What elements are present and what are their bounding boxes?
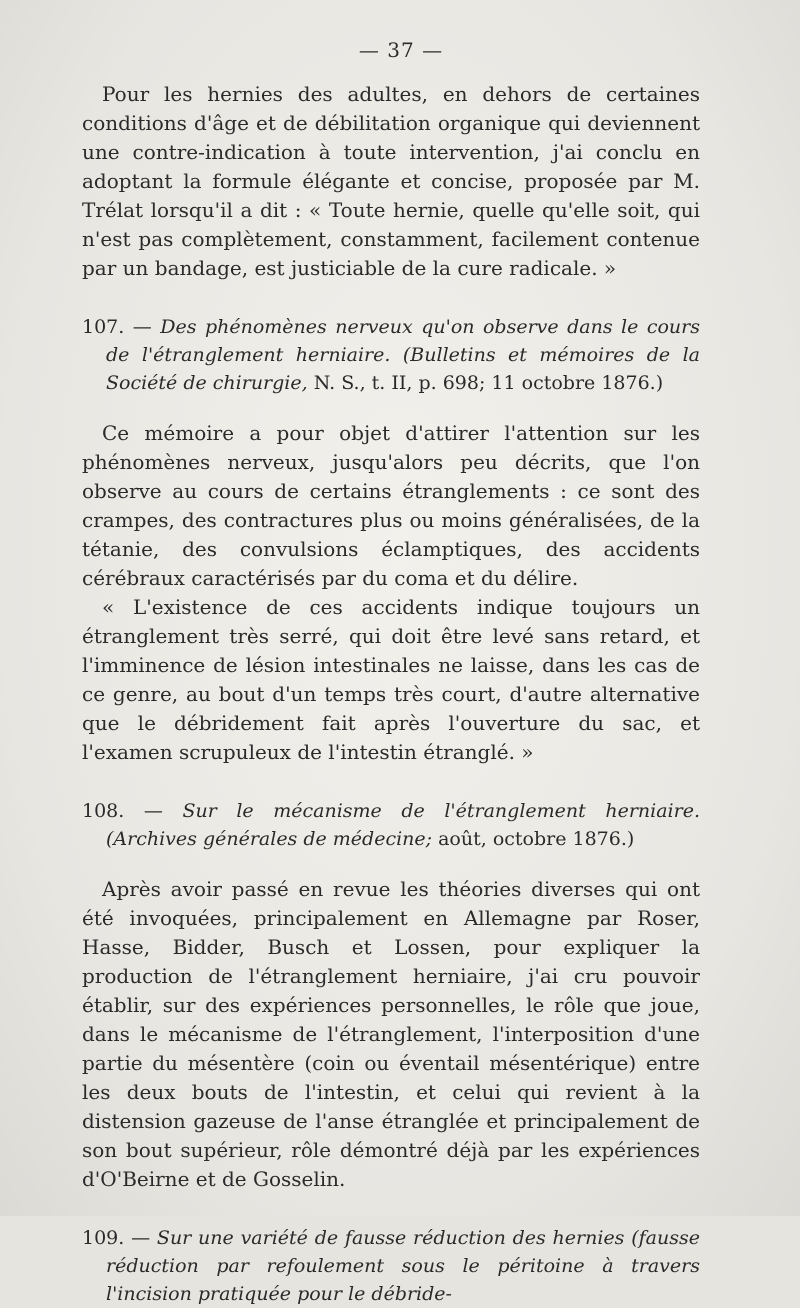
- paragraph-existence: « L'existence de ces accidents indique toujours un étranglement très serré, qui doit être levé sans retard, et l'imminence de lésion intestinales ne laisse, dans les cas de ce genre, au bout d'un temps très court, d'autre alternative que le débridement fait après l'ouverture du sac, et l'examen scrupuleux de l'intestin étranglé. »: [82, 595, 700, 764]
- entry-109-number: 109. —: [82, 1227, 151, 1249]
- entry-108-source: (Archives générales de médecine;: [106, 828, 433, 850]
- entry-108-ref: août, octobre 1876.): [438, 828, 635, 850]
- entry-107-source: (Bulletins et mémoires de la Société de chirurgie,: [106, 344, 700, 394]
- entry-107: [82, 313, 700, 397]
- paragraph-memoire: Ce mémoire a pour objet d'attirer l'attention sur les phénomènes nerveux, jusqu'alors peu décrits, que l'on observe au cours de certains étranglements : ce sont des crampes, des contractures plus ou moins généralisées, de la tétanie, des convulsions éclamptiques, des accidents cérébraux caractérisés par du coma et du délire.: [82, 421, 700, 590]
- entry-109-title: Sur une variété de fausse réduction des hernies (fausse réduction par refoulement sous le péritoine à travers l'incision pratiquée pour le débride-: [106, 1227, 700, 1305]
- entry-108-title: Sur le mécanisme de l'étranglement herniaire.: [182, 800, 700, 822]
- entry-107-title: Des phénomènes nerveux qu'on observe dans le cours de l'étranglement herniaire.: [106, 316, 700, 366]
- page-number: — 37 —: [358, 38, 444, 62]
- paragraph-hernies-adultes: Pour les hernies des adultes, en dehors de certaines conditions d'âge et de débilitation organique qui deviennent une contre-indication à toute intervention, j'ai conclu en adoptant la formule élégante et concise, proposée par M. Trélat lorsqu'il a dit : « Toute hernie, quelle qu'elle soit, qui n'est pas complètement, constamment, facilement contenue par un bandage, est justiciable de la cure radicale. »: [82, 82, 700, 280]
- entry-108: [82, 797, 700, 853]
- entry-108-number: 108. —: [82, 800, 163, 822]
- entry-107-ref: N. S., t. II, p. 698; 11 octobre 1876.): [313, 372, 664, 394]
- entry-109: [82, 1224, 700, 1308]
- paragraph-theories: Après avoir passé en revue les théories diverses qui ont été invoquées, principalement en Allemagne par Roser, Hasse, Bidder, Busch et Lossen, pour expliquer la production de l'étranglement herniaire, j'ai cru pouvoir établir, sur des expériences personnelles, le rôle que joue, dans le mécanisme de l'étranglement, l'interposition d'une partie du mésentère (coin ou éventail mésentérique) entre les deux bouts de l'intestin, et celui qui revient à la distension gazeuse de l'anse étranglée et principalement de son bout supérieur, rôle démontré déjà par les expériences d'O'Beirne et de Gosselin.: [82, 877, 700, 1191]
- entry-107-number: 107. —: [82, 316, 152, 338]
